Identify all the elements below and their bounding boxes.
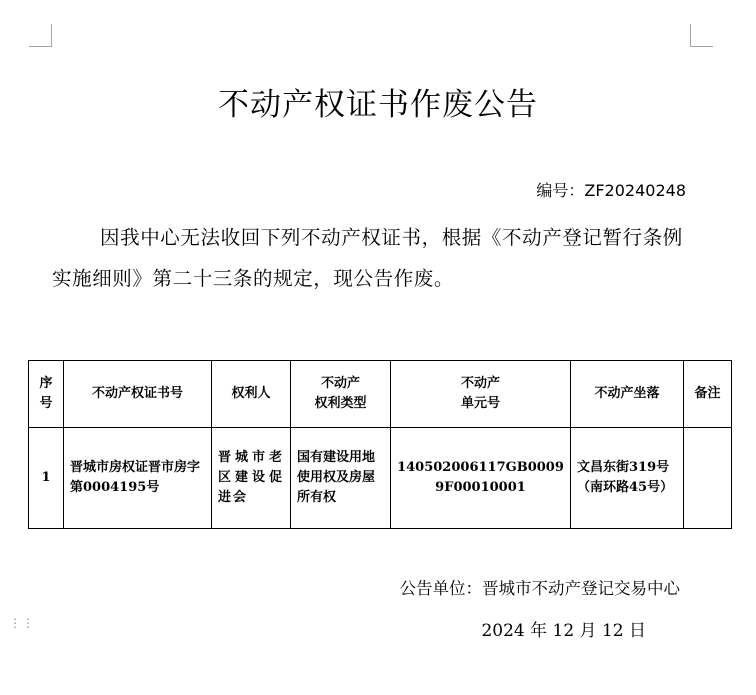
cell-remarks — [684, 428, 732, 529]
void-certificate-table — [28, 360, 732, 529]
cell-cert-no: 晋城市房权证晋市房字第0004195号 — [64, 428, 212, 529]
header-holder: 权利人 — [212, 361, 291, 428]
header-location: 不动产坐落 — [571, 361, 684, 428]
header-cert-no: 不动产权证书号 — [64, 361, 212, 428]
header-seq: 序 号 — [29, 361, 64, 428]
announcement-paragraph — [52, 217, 702, 299]
issue-date: 2024 年 12 月 12 日 — [481, 621, 646, 641]
cell-seq: 1 — [29, 428, 64, 529]
page-corner-mark-top-left — [29, 24, 52, 47]
header-remarks: 备注 — [684, 361, 732, 428]
cell-holder: 晋城市老区建设促进会 — [212, 428, 291, 529]
header-unit-no: 不动产 单元号 — [391, 361, 571, 428]
table-row — [29, 428, 732, 529]
drag-handle-icon[interactable]: ⋮⋮ — [9, 616, 35, 630]
issuing-unit: 公告单位：晋城市不动产登记交易中心 — [399, 579, 680, 598]
header-right-type: 不动产 权利类型 — [291, 361, 391, 428]
document-title: 不动产权证书作废公告 — [218, 87, 538, 123]
announcement-text: 因我中心无法收回下列不动产权证书，根据《不动产登记暂行条例实施细则》第二十三条的规定，现公告作废。 — [52, 226, 683, 290]
cell-right-type: 国有建设用地使用权及房屋所有权 — [291, 428, 391, 529]
page-corner-mark-top-right — [690, 24, 713, 47]
cell-unit-no: 140502006117GB00099F00010001 — [391, 428, 571, 529]
document-number: 编号：ZF20240248 — [536, 181, 686, 200]
cell-location: 文昌东街319号（南环路45号） — [571, 428, 684, 529]
table-header-row — [29, 361, 732, 428]
